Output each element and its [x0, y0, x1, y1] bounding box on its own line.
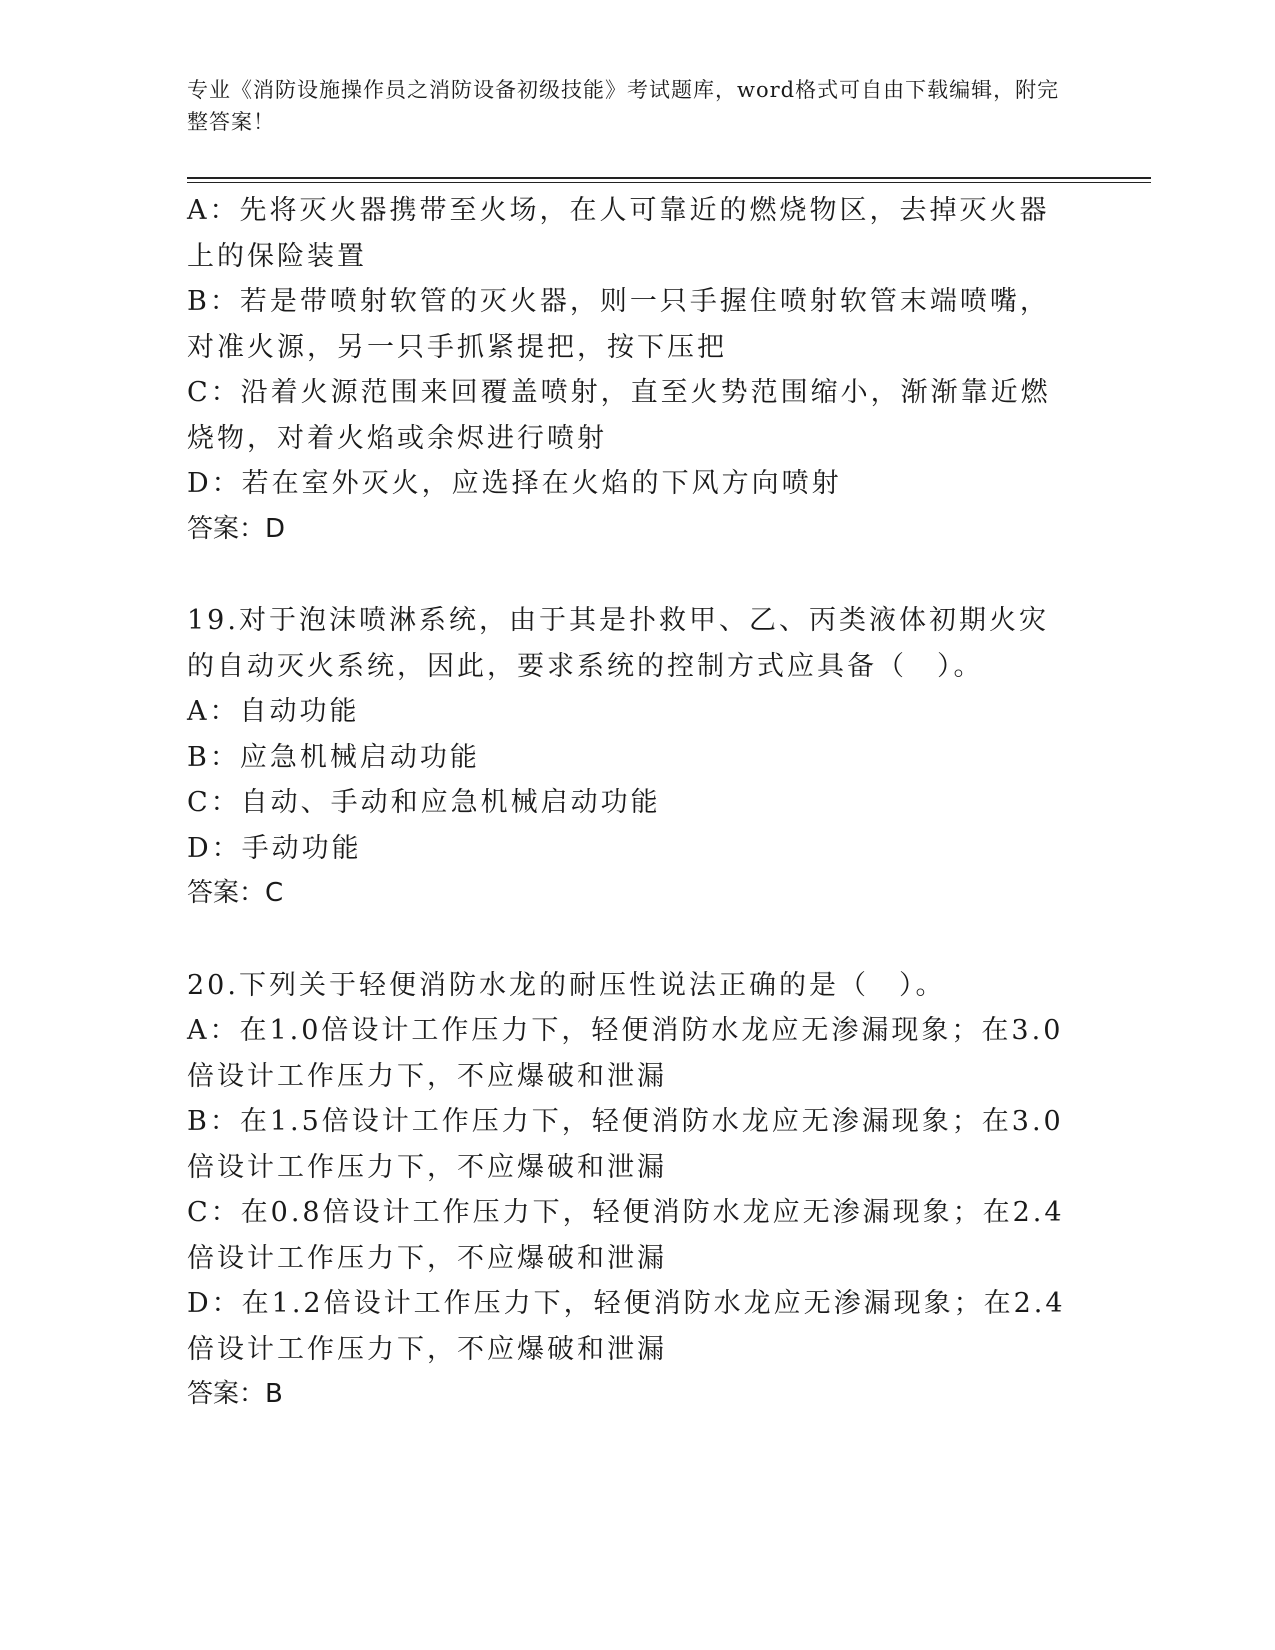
option-c: C：自动、手动和应急机械启动功能 — [187, 787, 661, 818]
option-d: D：在1.2倍设计工作压力下，轻便消防水龙应无渗漏现象；在2.4倍设计工作压力下，不应爆破和泄漏 — [187, 1288, 1066, 1365]
answer: 答案：B — [187, 1379, 283, 1409]
header-rule-thick — [187, 177, 1151, 179]
option-d: D：手动功能 — [187, 832, 362, 864]
option-a: A：自动功能 — [187, 696, 360, 727]
spacer — [187, 917, 1067, 963]
spacer — [187, 552, 1067, 598]
question-stem: 19.对于泡沫喷淋系统，由于其是扑救甲、乙、丙类液体初期火灾的自动灭火系统，因此，要求系统的控制方式应具备（ ）。 — [187, 605, 1049, 682]
option-d: D：若在室外灭火，应选择在火焰的下风方向喷射 — [187, 468, 842, 499]
option-c: C：在0.8倍设计工作压力下，轻便消防水龙应无渗漏现象；在2.4倍设计工作压力下，不应爆破和泄漏 — [187, 1197, 1065, 1274]
answer: 答案：D — [187, 513, 286, 544]
document-body — [187, 188, 1067, 1418]
option-b: B：在1.5倍设计工作压力下，轻便消防水龙应无渗漏现象；在3.0倍设计工作压力下，不应爆破和泄漏 — [187, 1106, 1064, 1183]
header-rule-thin — [187, 182, 1151, 183]
option-b: B：应急机械启动功能 — [187, 741, 480, 773]
document-header — [187, 74, 1067, 138]
question-19 — [187, 598, 1067, 917]
header-title: 专业《消防设施操作员之消防设备初级技能》考试题库，word格式可自由下载编辑，附完整答案！ — [187, 78, 1060, 134]
option-a: A：在1.0倍设计工作压力下，轻便消防水龙应无渗漏现象；在3.0倍设计工作压力下，不应爆破和泄漏 — [187, 1015, 1064, 1092]
option-b: B：若是带喷射软管的灭火器，则一只手握住喷射软管末端喷嘴，对准火源，另一只手抓紧提把，按下压把 — [187, 286, 1050, 363]
option-a: A：先将灭火器携带至火场，在人可靠近的燃烧物区，去掉灭火器上的保险装置 — [187, 195, 1050, 272]
question-18 — [187, 188, 1067, 552]
option-c: C：沿着火源范围来回覆盖喷射，直至火势范围缩小，渐渐靠近燃烧物，对着火焰或余烬进行喷射 — [187, 377, 1051, 454]
question-20 — [187, 963, 1067, 1418]
answer: 答案：C — [187, 878, 284, 908]
question-stem: 20.下列关于轻便消防水龙的耐压性说法正确的是（ ）。 — [187, 969, 946, 1001]
